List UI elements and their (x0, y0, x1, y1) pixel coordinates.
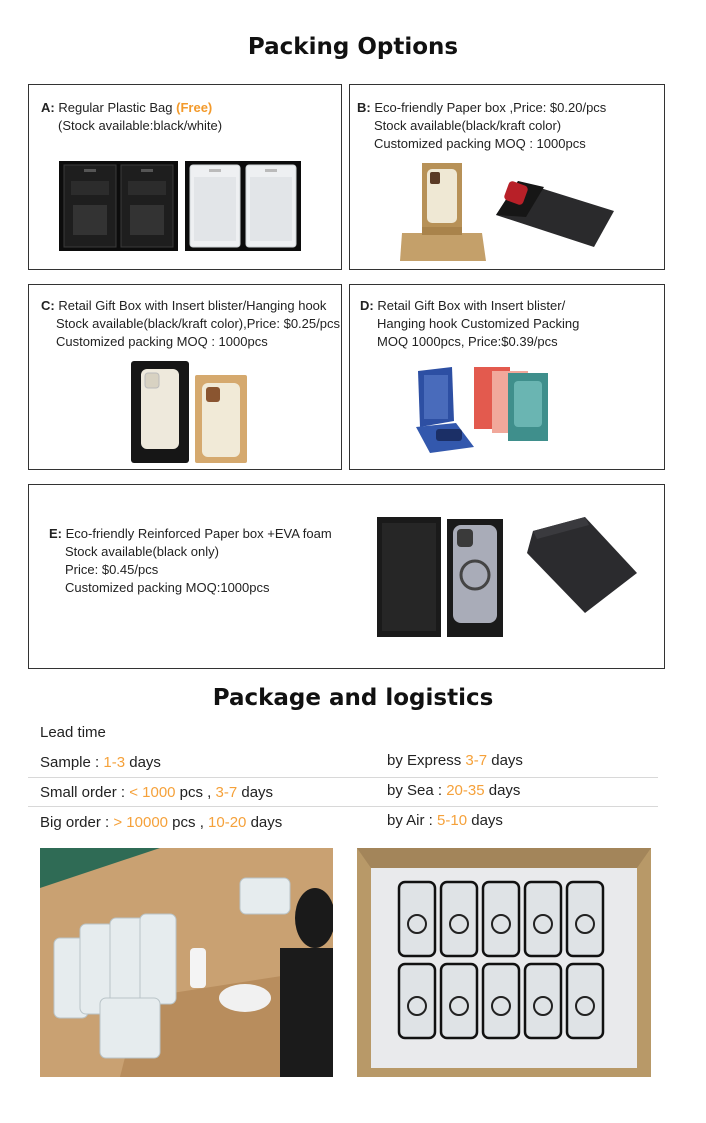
option-d-line1: Retail Gift Box with Insert blister/ (377, 298, 566, 313)
black-gift-box-image (131, 361, 189, 463)
option-e-line3: Price: $0.45/pcs (65, 562, 159, 577)
option-c-key: C: (41, 298, 55, 313)
option-b-text (357, 99, 606, 153)
factory-packing-photo (40, 848, 333, 1077)
black-bags-image (59, 161, 178, 251)
black-paper-box-image (496, 175, 614, 247)
option-c-line2: Stock available(black/kraft color),Price: $0.25/pcs (56, 316, 340, 331)
air-row (387, 812, 503, 829)
option-d-card (349, 284, 665, 470)
small-order-range: 3-7 (215, 784, 238, 801)
option-a-free: (Free) (176, 100, 213, 115)
option-d-line2: Hanging hook Customized Packing (377, 316, 580, 331)
kraft-gift-box-image (195, 375, 247, 463)
option-a-line2: (Stock available:black/white) (58, 118, 223, 133)
logistics-title: Package and logistics (212, 685, 494, 711)
option-e-line4: Customized packing MOQ:1000pcs (65, 580, 270, 595)
custom-gift-boxes-image (412, 361, 562, 465)
option-a-card (28, 84, 342, 270)
sea-label: by Sea : (387, 782, 447, 799)
big-order-mid: pcs , (168, 814, 209, 831)
small-order-unit: days (237, 784, 274, 801)
big-order-label: Big order : (40, 814, 114, 831)
big-order-range: 10-20 (208, 814, 247, 831)
reinforced-box-image (375, 513, 655, 643)
air-range: 5-10 (437, 812, 468, 829)
lead-time-label: Lead time (40, 724, 106, 741)
sample-row (40, 754, 161, 771)
option-b-line3: Customized packing MOQ : 1000pcs (374, 136, 586, 151)
option-d-line3: MOQ 1000pcs, Price:$0.39/pcs (377, 334, 558, 349)
option-e-text (49, 525, 332, 597)
option-b-key: B: (357, 100, 371, 115)
option-b-card (349, 84, 665, 270)
option-a-key: A: (41, 100, 55, 115)
sea-row (387, 782, 520, 799)
big-order-qty: > 10000 (113, 814, 169, 831)
big-order-unit: days (246, 814, 283, 831)
sample-range: 1-3 (103, 754, 126, 771)
option-b-line2: Stock available(black/kraft color) (374, 118, 562, 133)
option-e-line2: Stock available(black only) (65, 544, 219, 559)
small-order-qty: < 1000 (129, 784, 176, 801)
kraft-box-image (400, 161, 490, 265)
option-c-line1: Retail Gift Box with Insert blister/Hanging hook (58, 298, 327, 313)
option-d-text (360, 297, 579, 351)
express-unit: days (487, 752, 523, 769)
express-range: 3-7 (465, 752, 488, 769)
express-label: by Express (387, 752, 466, 769)
option-e-line1: Eco-friendly Reinforced Paper box +EVA foam (65, 526, 332, 541)
option-a-text (41, 99, 222, 135)
option-c-line3: Customized packing MOQ : 1000pcs (56, 334, 268, 349)
option-a-line1: Regular Plastic Bag (58, 100, 173, 115)
small-order-label: Small order : (40, 784, 130, 801)
sea-unit: days (484, 782, 521, 799)
sample-label: Sample : (40, 754, 104, 771)
sample-unit: days (125, 754, 161, 771)
option-c-text (41, 297, 340, 351)
white-bags-image (185, 161, 301, 251)
air-unit: days (467, 812, 503, 829)
option-e-key: E: (49, 526, 62, 541)
option-e-card (28, 484, 665, 669)
sea-range: 20-35 (446, 782, 485, 799)
option-b-line1: Eco-friendly Paper box ,Price: $0.20/pcs (374, 100, 607, 115)
packing-options-title: Packing Options (247, 34, 459, 60)
express-row (387, 752, 523, 769)
air-label: by Air : (387, 812, 438, 829)
small-order-row (40, 784, 273, 801)
row-divider (28, 806, 658, 807)
carton-cases-photo (357, 848, 651, 1077)
small-order-mid: pcs , (175, 784, 216, 801)
option-d-key: D: (360, 298, 374, 313)
option-c-card (28, 284, 342, 470)
big-order-row (40, 814, 282, 831)
row-divider (28, 777, 658, 778)
